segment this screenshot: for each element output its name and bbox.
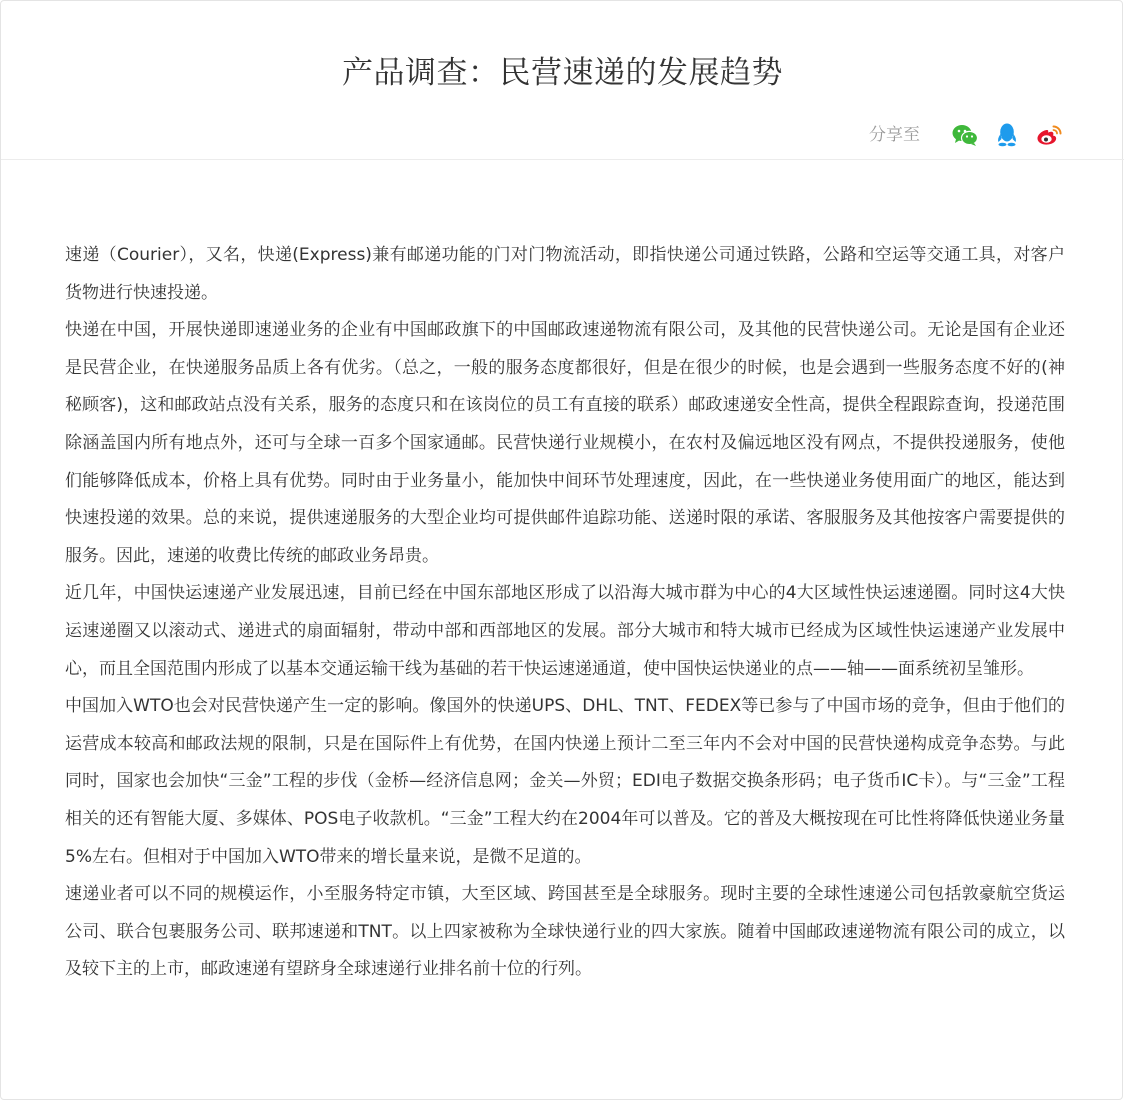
share-label: 分享至	[869, 125, 920, 145]
article-paragraph: 近几年，中国快运速递产业发展迅速，目前已经在中国东部地区形成了以沿海大城市群为中心的4大区域性快运速递圈。同时这4大快运速递圈又以滚动式、递进式的扇面辐射，带动中部和西部地区的发展。部分大城市和特大城市已经成为区域性快运速递产业发展中心，而且全国范围内形成了以基本交通运输干线为基础的若干快运速递通道，使中国快运快递业的点——轴——面系统初呈雏形。	[65, 583, 1065, 679]
wechat-icon[interactable]	[952, 122, 978, 148]
qq-icon[interactable]	[994, 122, 1020, 148]
article-header	[1, 1, 1124, 160]
article-paragraph: 中国加入WTO也会对民营快递产生一定的影响。像国外的快递UPS、DHL、TNT、FEDEX等已参与了中国市场的竞争，但由于他们的运营成本较高和邮政法规的限制，只是在国际件上有优势，在国内快递上预计二至三年内不会对中国的民营快递构成竞争态势。与此同时，国家也会加快“三金”工程的步伐（金桥—经济信息网；金关—外贸；EDI电子数据交换条形码；电子货币IC卡）。与“三金”工程相关的还有智能大厦、多媒体、POS电子收款机。“三金”工程大约在2004年可以普及。它的普及大概按现在可比性将降低快递业务量5%左右。但相对于中国加入WTO带来的增长量来说，是微不足道的。	[65, 696, 1065, 867]
article-body	[65, 237, 1065, 989]
article-paragraph: 速递业者可以不同的规模运作，小至服务特定市镇，大至区域、跨国甚至是全球服务。现时主要的全球性速递公司包括敦豪航空货运公司、联合包裹服务公司、联邦速递和TNT。以上四家被称为全球快递行业的四大家族。随着中国邮政速递物流有限公司的成立，以及较下主的上市，邮政速递有望跻身全球速递行业排名前十位的行列。	[65, 884, 1065, 980]
article-paragraph: 快递在中国，开展快递即速递业务的企业有中国邮政旗下的中国邮政速递物流有限公司，及其他的民营快递公司。无论是国有企业还是民营企业，在快递服务品质上各有优劣。（总之，一般的服务态度都很好，但是在很少的时候，也是会遇到一些服务态度不好的(神秘顾客)，这和邮政站点没有关系，服务的态度只和在该岗位的员工有直接的联系）邮政速递安全性高，提供全程跟踪查询，投递范围除涵盖国内所有地点外，还可与全球一百多个国家通邮。民营快递行业规模小，在农村及偏远地区没有网点，不提供投递服务，使他们能够降低成本，价格上具有优势。同时由于业务量小，能加快中间环节处理速度，因此，在一些快递业务使用面广的地区，能达到快速投递的效果。总的来说，提供速递服务的大型企业均可提供邮件追踪功能、送递时限的承诺、客服服务及其他按客户需要提供的服务。因此，速递的收费比传统的邮政业务昂贵。	[65, 320, 1065, 566]
share-bar	[869, 119, 1062, 151]
weibo-icon[interactable]	[1036, 122, 1062, 148]
article-title: 产品调查：民营速递的发展趋势	[342, 55, 783, 91]
article-paragraph: 速递（Courier），又名，快递(Express)兼有邮递功能的门对门物流活动，即指快递公司通过铁路，公路和空运等交通工具，对客户货物进行快速投递。	[65, 245, 1065, 303]
